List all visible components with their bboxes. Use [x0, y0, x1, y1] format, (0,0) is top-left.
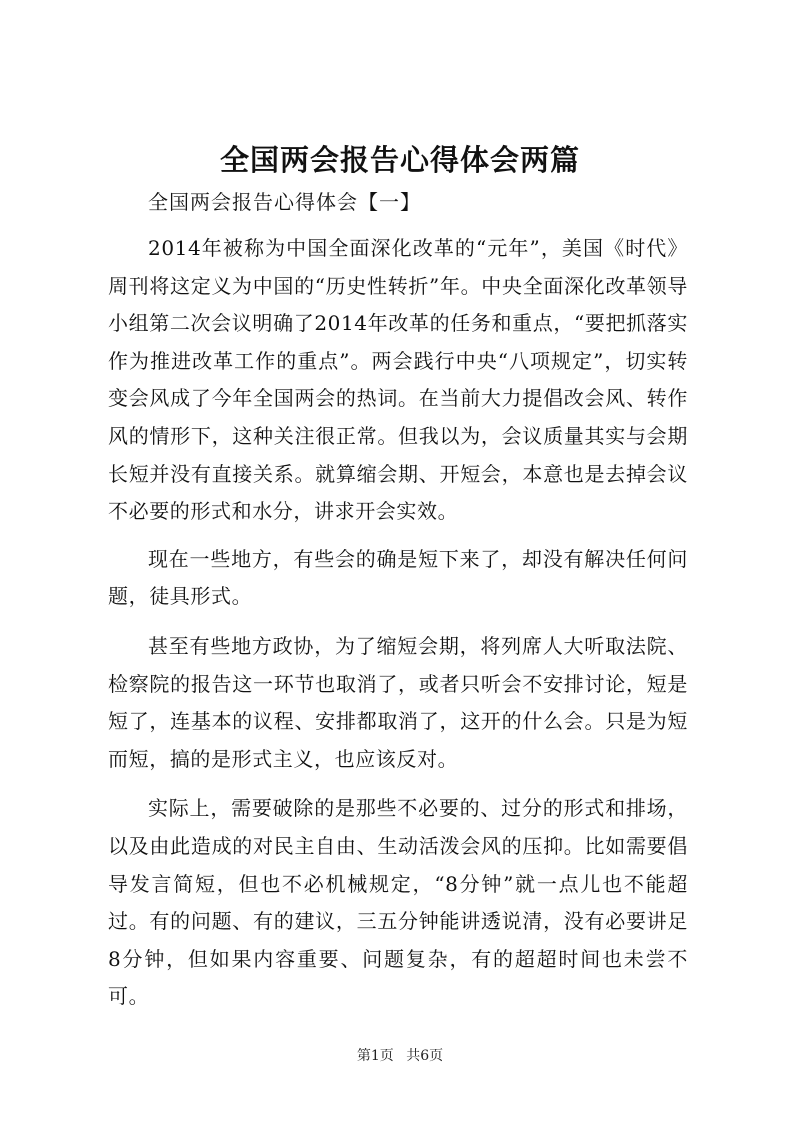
- document-body: [108, 184, 688, 1016]
- page-total: 共6页: [406, 1048, 444, 1064]
- page-footer: [0, 1046, 800, 1066]
- section-heading: 全国两会报告心得体会【一】: [148, 190, 421, 214]
- paragraph-1: 2014年被称为中国全面深化改革的“元年”，美国《时代》周刊将这定义为中国的“历史性转折”年。中央全面深化改革领导小组第二次会议明确了2014年改革的任务和重点，“要把抓落实作为推进改革工作的重点”。两会践行中央“八项规定”，切实转变会风成了今年全国两会的热词。在当前大力提倡改会风、转作风的情形下，这种关注很正常。但我以为，会议质量其实与会期长短并没有直接关系。就算缩会期、开短会，本意也是去掉会议不必要的形式和水分，讲求开会实效。: [108, 236, 688, 524]
- paragraph-4: 实际上，需要破除的是那些不必要的、过分的形式和排场，以及由此造成的对民主自由、生动活泼会风的压抑。比如需要倡导发言简短，但也不必机械规定，“8分钟”就一点儿也不能超过。有的问题、有的建议，三五分钟能讲透说清，没有必要讲足8分钟，但如果内容重要、问题复杂，有的超超时间也未尝不可。: [108, 796, 688, 1009]
- page-number: 第1页: [356, 1048, 394, 1064]
- paragraph-3: 甚至有些地方政协，为了缩短会期，将列席人大听取法院、检察院的报告这一环节也取消了，或者只听会不安排讨论，短是短了，连基本的议程、安排都取消了，这开的什么会。只是为短而短，搞的是形式主义，也应该反对。: [108, 633, 688, 771]
- paragraph-2: 现在一些地方，有些会的确是短下来了，却没有解决任何问题，徒具形式。: [108, 546, 688, 609]
- page-title: 全国两会报告心得体会两篇: [219, 143, 580, 177]
